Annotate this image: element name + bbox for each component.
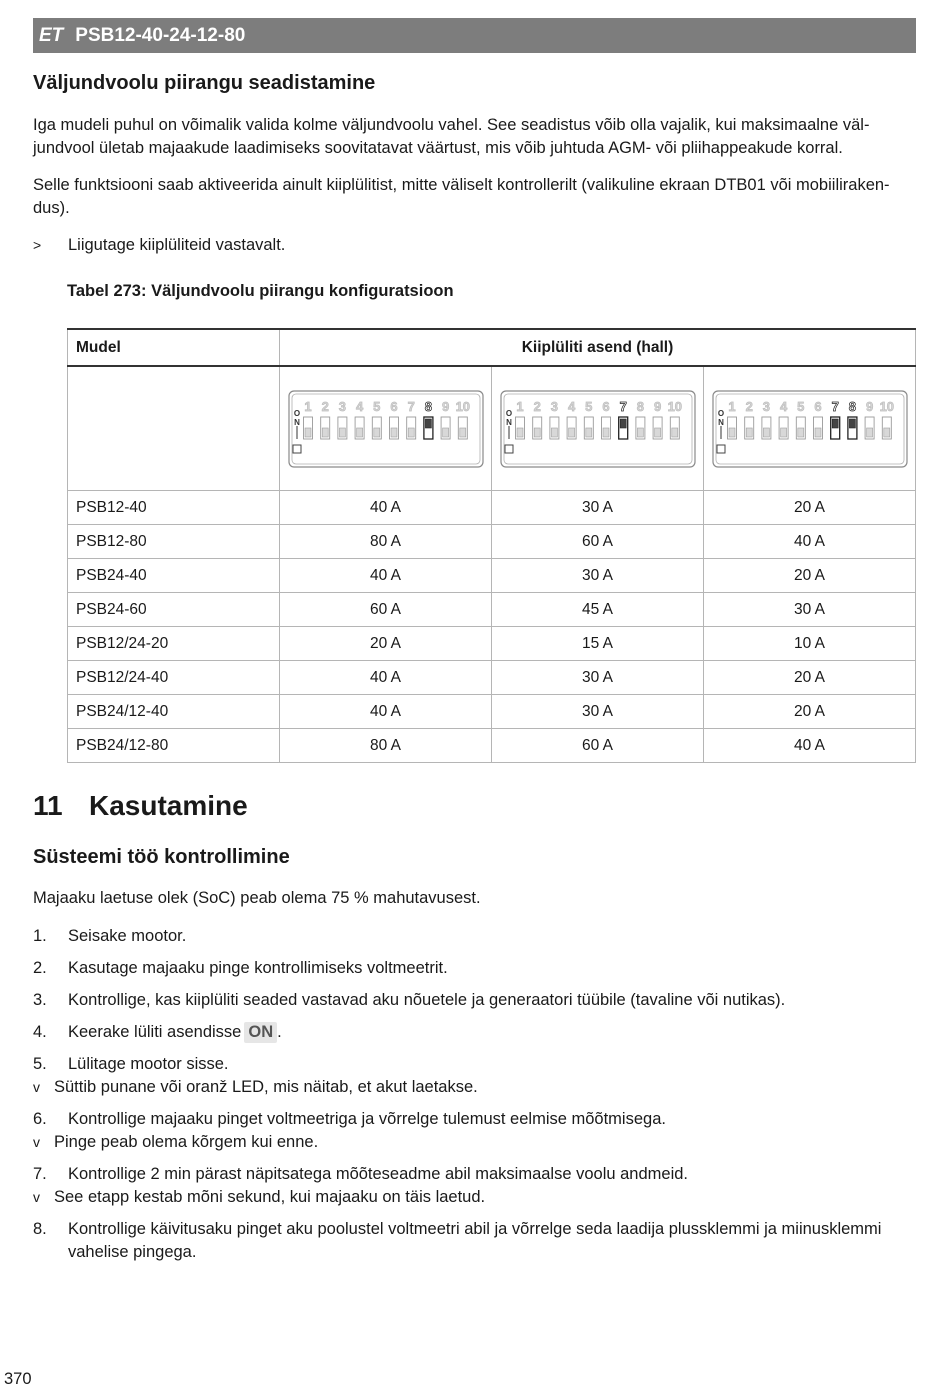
dip-number-label: 10 bbox=[879, 398, 894, 414]
svg-text:O: O bbox=[293, 408, 300, 418]
cell-current-1: 80 A bbox=[280, 729, 492, 763]
cell-current-3: 40 A bbox=[704, 525, 916, 559]
dip-number-label: 1 bbox=[303, 398, 312, 414]
dip-number-label: 7 bbox=[619, 398, 627, 414]
dip-switch-row bbox=[68, 366, 916, 491]
cell-current-3: 20 A bbox=[704, 559, 916, 593]
cell-current-2: 45 A bbox=[492, 593, 704, 627]
cell-current-1: 40 A bbox=[280, 559, 492, 593]
chapter-name: Kasutamine bbox=[89, 790, 248, 821]
cell-current-3: 20 A bbox=[704, 661, 916, 695]
table-header-model: Mudel bbox=[68, 329, 280, 366]
on-position-label: ON bbox=[244, 1022, 277, 1043]
dip-number-label: 2 bbox=[745, 398, 753, 414]
table-caption: Tabel 273: Väljundvoolu piirangu konfiguratsioon bbox=[67, 282, 454, 300]
dip-switch-knob bbox=[883, 428, 889, 437]
svg-text:O: O bbox=[717, 408, 724, 418]
dip-number-label: 7 bbox=[407, 398, 415, 414]
cell-current-2: 30 A bbox=[492, 695, 704, 729]
cell-model: PSB24-60 bbox=[68, 593, 280, 627]
cell-current-2: 15 A bbox=[492, 627, 704, 661]
dip-switch-knob bbox=[729, 428, 735, 437]
dip-switch-knob bbox=[815, 428, 821, 437]
dip-switch-knob bbox=[391, 428, 397, 437]
cell-current-1: 60 A bbox=[280, 593, 492, 627]
cell-current-3: 40 A bbox=[704, 729, 916, 763]
table-row bbox=[68, 627, 916, 661]
dip-switch-knob bbox=[305, 428, 311, 437]
cell-model: PSB24-40 bbox=[68, 559, 280, 593]
cell-current-2: 30 A bbox=[492, 661, 704, 695]
dip-number-label: 9 bbox=[865, 398, 873, 414]
dip-switch-knob bbox=[637, 428, 643, 437]
page-number: 370 bbox=[4, 1370, 32, 1388]
cell-current-2: 60 A bbox=[492, 729, 704, 763]
dip-number-label: 4 bbox=[779, 398, 787, 414]
result-marker: v bbox=[33, 1189, 40, 1205]
dip-number-label: 4 bbox=[567, 398, 575, 414]
dip-number-label: 9 bbox=[653, 398, 661, 414]
chapter-number: 11 bbox=[33, 790, 63, 821]
dip-number-label: 6 bbox=[389, 398, 398, 414]
dip-switch-knob bbox=[517, 428, 523, 437]
dip-cell-3 bbox=[704, 366, 916, 491]
dip-switch-knob bbox=[746, 428, 752, 437]
dip-switch-knob bbox=[534, 428, 540, 437]
dip-switch-knob bbox=[832, 419, 838, 428]
dip-switch-knob bbox=[373, 428, 379, 437]
table-row bbox=[68, 695, 916, 729]
dip-number-label: 9 bbox=[441, 398, 449, 414]
dip-switch-knob bbox=[671, 428, 677, 437]
svg-text:N: N bbox=[505, 417, 512, 427]
dip-number-label: 2 bbox=[321, 398, 329, 414]
language-code: ET bbox=[39, 24, 64, 46]
dip-cell-1 bbox=[280, 366, 492, 491]
table-row bbox=[68, 661, 916, 695]
dip-switch-knob bbox=[408, 428, 414, 437]
chapter-title bbox=[33, 790, 248, 822]
cell-current-3: 20 A bbox=[704, 695, 916, 729]
dip-switch-knob bbox=[459, 428, 465, 437]
dip-number-label: 5 bbox=[796, 398, 804, 414]
cell-model: PSB12/24-40 bbox=[68, 661, 280, 695]
dip-switch-diagram-3 bbox=[712, 390, 908, 468]
dip-switch-knob bbox=[849, 419, 855, 428]
dip-switch-knob bbox=[568, 428, 574, 437]
cell-current-1: 80 A bbox=[280, 525, 492, 559]
cell-current-1: 20 A bbox=[280, 627, 492, 661]
dip-row-empty-cell bbox=[68, 366, 280, 491]
dip-number-label: 8 bbox=[848, 398, 856, 414]
cell-current-3: 10 A bbox=[704, 627, 916, 661]
section-title-output-limit: Väljundvoolu piirangu seadistamine bbox=[33, 72, 376, 94]
dip-switch-knob bbox=[866, 428, 872, 437]
paragraph-output-limit-2: Selle funktsiooni saab aktiveerida ainult kiiplülitist, mitte väliselt kontrollerilt (valikuline ekraan DTB01 või mobiiliraken- dus). bbox=[33, 176, 890, 217]
dip-number-label: 3 bbox=[550, 398, 558, 414]
dip-number-label: 7 bbox=[831, 398, 839, 414]
dip-switch-diagram-2 bbox=[500, 390, 696, 468]
cell-current-2: 60 A bbox=[492, 525, 704, 559]
dip-switch-knob bbox=[780, 428, 786, 437]
dip-number-label: 10 bbox=[455, 398, 470, 414]
dip-switch-diagram-1 bbox=[288, 390, 484, 468]
dip-switch-knob bbox=[551, 428, 557, 437]
cell-current-2: 30 A bbox=[492, 559, 704, 593]
table-row bbox=[68, 729, 916, 763]
bullet-text: Liigutage kiiplüliteid vastavalt. bbox=[68, 236, 286, 254]
dip-switch-knob bbox=[322, 428, 328, 437]
dip-number-label: 6 bbox=[813, 398, 822, 414]
dip-number-label: 8 bbox=[636, 398, 644, 414]
config-table bbox=[67, 328, 916, 763]
document-model: PSB12-40-24-12-80 bbox=[75, 24, 246, 46]
header-bar bbox=[33, 18, 916, 53]
svg-text:O: O bbox=[505, 408, 512, 418]
dip-switch-knob bbox=[797, 428, 803, 437]
table-header-switch: Kiiplüliti asend (hall) bbox=[280, 329, 916, 366]
table-row bbox=[68, 491, 916, 525]
bullet-marker: > bbox=[33, 237, 42, 253]
dip-switch-knob bbox=[585, 428, 591, 437]
dip-switch-knob bbox=[339, 428, 345, 437]
paragraph-soc: Majaaku laetuse olek (SoC) peab olema 75 % mahutavusest. bbox=[33, 889, 481, 907]
svg-text:N: N bbox=[293, 417, 300, 427]
dip-switch-knob bbox=[763, 428, 769, 437]
cell-model: PSB12-40 bbox=[68, 491, 280, 525]
dip-switch-knob bbox=[425, 419, 431, 428]
paragraph-output-limit-1: Iga mudeli puhul on võimalik valida kolme väljundvoolu vahel. See seadistus võib olla vajalik, kui maksimaalne väl- jundvool ületab majaakude laadimiseks soovitatavat väärtust, mis võib juhtuda AGM- või pliihappeakude korral. bbox=[33, 116, 870, 157]
dip-cell-2 bbox=[492, 366, 704, 491]
dip-number-label: 6 bbox=[601, 398, 610, 414]
dip-number-label: 2 bbox=[533, 398, 541, 414]
dip-number-label: 3 bbox=[762, 398, 770, 414]
dip-number-label: 1 bbox=[727, 398, 736, 414]
dip-switch-knob bbox=[442, 428, 448, 437]
cell-current-2: 30 A bbox=[492, 491, 704, 525]
dip-switch-knob bbox=[603, 428, 609, 437]
cell-model: PSB12/24-20 bbox=[68, 627, 280, 661]
result-marker: v bbox=[33, 1079, 40, 1095]
cell-current-3: 30 A bbox=[704, 593, 916, 627]
dip-number-label: 10 bbox=[667, 398, 682, 414]
dip-number-label: 1 bbox=[515, 398, 524, 414]
table-row bbox=[68, 525, 916, 559]
dip-number-label: 3 bbox=[338, 398, 346, 414]
table-row bbox=[68, 559, 916, 593]
dip-number-label: 5 bbox=[372, 398, 380, 414]
svg-text:N: N bbox=[717, 417, 724, 427]
cell-current-1: 40 A bbox=[280, 661, 492, 695]
dip-number-label: 5 bbox=[584, 398, 592, 414]
cell-current-1: 40 A bbox=[280, 491, 492, 525]
cell-model: PSB24/12-40 bbox=[68, 695, 280, 729]
cell-current-3: 20 A bbox=[704, 491, 916, 525]
dip-switch-knob bbox=[356, 428, 362, 437]
dip-switch-knob bbox=[654, 428, 660, 437]
dip-number-label: 4 bbox=[355, 398, 363, 414]
section-title-system-check: Süsteemi töö kontrollimine bbox=[33, 846, 290, 868]
cell-model: PSB24/12-80 bbox=[68, 729, 280, 763]
cell-model: PSB12-80 bbox=[68, 525, 280, 559]
cell-current-1: 40 A bbox=[280, 695, 492, 729]
dip-number-label: 8 bbox=[424, 398, 432, 414]
table-row bbox=[68, 593, 916, 627]
dip-switch-knob bbox=[620, 419, 626, 428]
result-marker: v bbox=[33, 1134, 40, 1150]
